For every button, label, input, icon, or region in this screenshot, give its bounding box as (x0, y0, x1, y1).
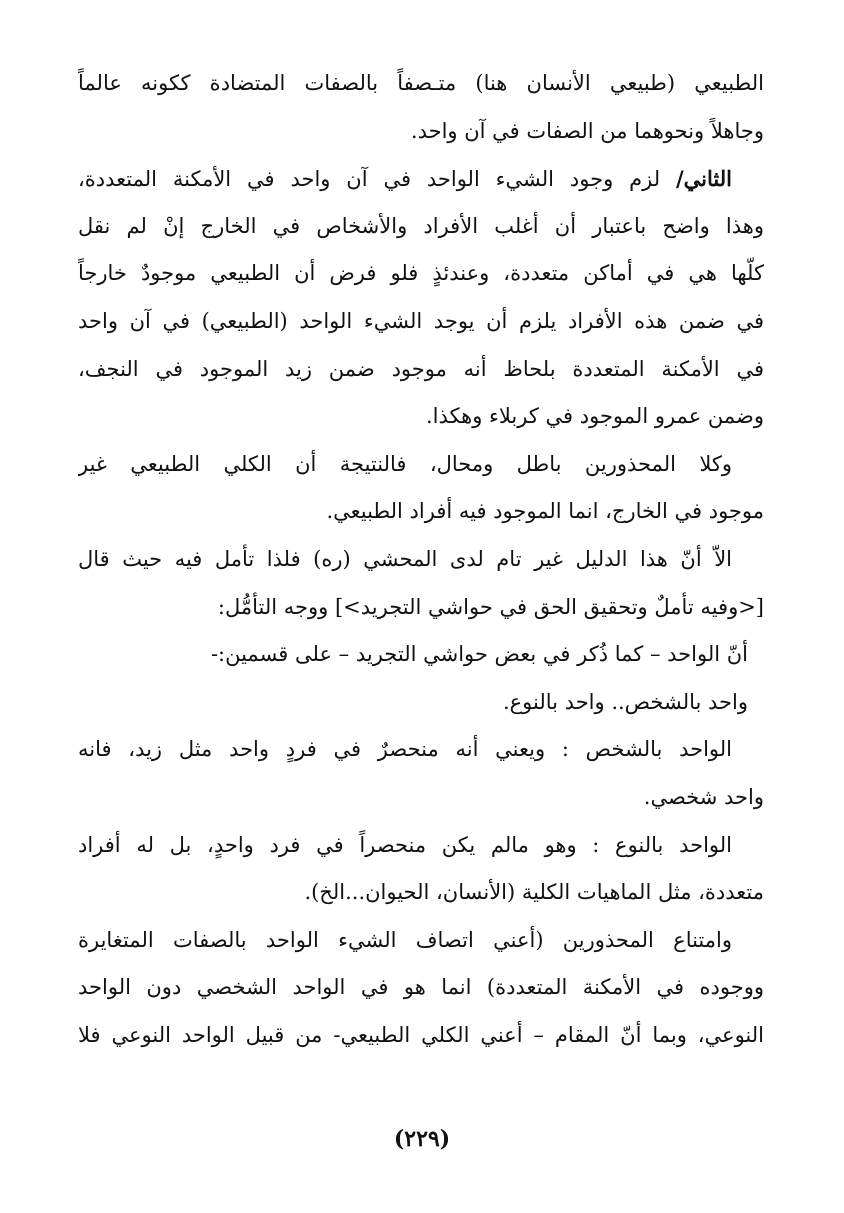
text-line-14: واحد بالشخص.. واحد بالنوع. (502, 689, 748, 714)
page-number: (٢٢٩) (393, 1126, 451, 1152)
text-line-7: في الأمكنة المتعددة بلحاظ أنه موجود ضمن زيد الموجود في النجف، (78, 356, 764, 381)
text-line-17: الواحد بالنوع : وهو مالم يكن منحصراً في فرد واحدٍ، بل له أفراد (78, 832, 732, 857)
text-line-8: وضمن عمرو الموجود في كربلاء وهكذا. (426, 404, 764, 429)
text-line-11: الاّ أنّ هذا الدليل غير تام لدى المحشي (ره) فلذا تأمل فيه حيث قال (78, 546, 732, 571)
text-line-2: وجاهلاً ونحوهما من الصفات في آن واحد. (410, 118, 764, 143)
text-line-1: الطبيعي (طبيعي الأنسان هنا) متـصفاً بالصفات المتضادة ككونه عالماً (78, 71, 764, 95)
lead-word: الثاني/ (675, 166, 732, 192)
text-line-21: النوعي، وبما أنّ المقام – أعني الكلي الطبيعي- من قبيل الواحد النوعي فلا (78, 1022, 764, 1047)
text-line-12: [<وفيه تأملٌ وتحقيق الحق في حواشي التجريد>] ووجه التأمُّل: (217, 594, 764, 619)
text-line-9: وكلا المحذورين باطل ومحال، فالنتيجة أن الكلي الطبيعي غير (78, 451, 732, 476)
text-line-6: في ضمن هذه الأفراد يلزم أن يوجد الشيء الواحد (الطبيعي) في آن واحد (78, 308, 764, 333)
text-line-5: كلّها هي في أماكن متعددة، وعندئذٍ فلو فرض أن الطبيعي موجودٌ خارجاً (78, 261, 764, 286)
text-line-19: وامتناع المحذورين (أعني اتصاف الشيء الواحد بالصفات المتغايرة (78, 927, 732, 952)
body-text (78, 60, 764, 1059)
text-line-15: الواحد بالشخص : ويعني أنه منحصرٌ في فردٍ واحد مثل زيد، فانه (78, 737, 732, 762)
text-line-18: متعددة، مثل الماهيات الكلية (الأنسان، الحيوان...الخ). (304, 880, 764, 905)
text-line-20: ووجوده في الأمكنة المتعددة) انما هو في الواحد الشخصي دون الواحد (78, 975, 764, 1000)
text-line-16: واحد شخصي. (643, 784, 764, 809)
text-line-4: وهذا واضح باعتبار أن أغلب الأفراد والأشخاص في الخارج إنْ لم نقل (78, 213, 764, 238)
text-line-13: أنّ الواحد – كما ذُكر في بعض حواشي التجريد – على قسمين:- (210, 642, 748, 667)
text-line-3 (78, 155, 764, 203)
text-line-3-body: لزم وجود الشيء الواحد في آن واحد في الأمكنة المتعددة، (78, 167, 661, 192)
text-line-10: موجود في الخارج، انما الموجود فيه أفراد الطبيعي. (326, 499, 764, 524)
